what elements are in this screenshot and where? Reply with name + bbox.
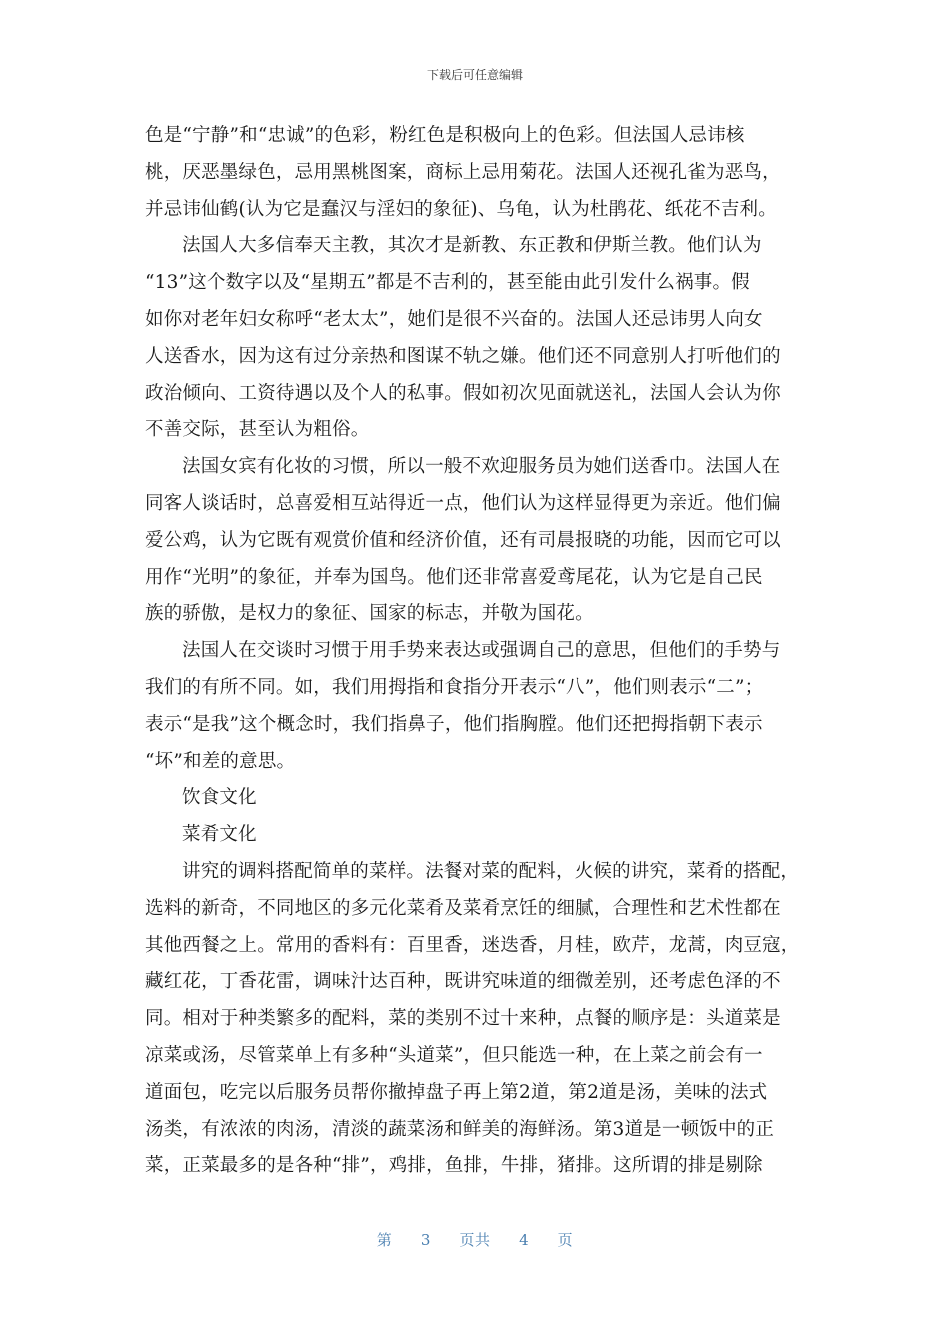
text-line: 选料的新奇，不同地区的多元化菜肴及菜肴烹饪的细腻，合理性和艺术性都在	[145, 897, 781, 919]
text-line: 菜，正菜最多的是各种“排”，鸡排，鱼排，牛排，猪排。这所谓的排是剔除	[145, 1155, 763, 1177]
document-body	[145, 118, 805, 1185]
footer-prefix: 第	[376, 1231, 393, 1249]
text-line: 如你对老年妇女称呼“老太太”，她们是很不兴奋的。法国人还忌讳男人向女	[145, 308, 763, 330]
text-line: 并忌讳仙鹤(认为它是蠢汉与淫妇的象征)、乌龟，认为杜鹃花、纸花不吉利。	[145, 198, 777, 220]
text-line: 讲究的调料搭配简单的菜样。法餐对菜的配料，火候的讲究，菜肴的搭配，	[182, 860, 800, 882]
text-line: 色是“宁静”和“忠诚”的色彩，粉红色是积极向上的色彩。但法国人忌讳核	[145, 125, 745, 146]
text-line: 同客人谈话时，总喜爱相互站得近一点，他们认为这样显得更为亲近。他们偏	[145, 492, 781, 514]
text-line: 其他西餐之上。常用的香料有：百里香，迷迭香，月桂，欧芹，龙蒿，肉豆寇，	[145, 934, 800, 956]
text-line: 法国人大多信奉天主教，其次才是新教、东正教和伊斯兰教。他们认为	[182, 235, 762, 257]
text-line: 用作“光明”的象征，并奉为国鸟。他们还非常喜爱鸢尾花，认为它是自己民	[145, 566, 763, 588]
footer-page-number: 3	[420, 1231, 431, 1249]
text-line: 人送香水，因为这有过分亲热和图谋不轨之嫌。他们还不同意别人打听他们的	[145, 345, 781, 367]
page-footer	[0, 1229, 950, 1250]
text-line: 饮食文化	[182, 787, 257, 809]
text-line: 不善交际，甚至认为粗俗。	[145, 419, 370, 441]
text-line: 表示“是我”这个概念时，我们指鼻子，他们指胸膛。他们还把拇指朝下表示	[145, 713, 763, 735]
text-line: 政治倾向、工资待遇以及个人的私事。假如初次见面就送礼，法国人会认为你	[145, 382, 781, 404]
text-line: 族的骄傲，是权力的象征、国家的标志，并敬为国花。	[145, 603, 594, 625]
text-line: 桃，厌恶墨绿色，忌用黑桃图案，商标上忌用菊花。法国人还视孔雀为恶鸟，	[145, 161, 781, 183]
text-line: 我们的有所不同。如，我们用拇指和食指分开表示“八”，他们则表示“二”；	[145, 676, 764, 698]
footer-suffix: 页	[557, 1231, 574, 1249]
text-line: 法国女宾有化妆的习惯，所以一般不欢迎服务员为她们送香巾。法国人在	[182, 456, 781, 478]
page-header: 下载后可任意编辑	[426, 68, 523, 82]
footer-total-pages: 4	[519, 1231, 530, 1249]
text-line: 凉菜或汤，尽管菜单上有多种“头道菜”，但只能选一种，在上菜之前会有一	[145, 1044, 763, 1066]
text-line: 菜肴文化	[182, 824, 257, 846]
footer-middle: 页共	[459, 1231, 491, 1249]
text-line: 道面包，吃完以后服务员帮你撤掉盘子再上第2道，第2道是汤，美味的法式	[145, 1081, 768, 1103]
text-line: “坏”和差的意思。	[145, 750, 296, 772]
text-line: 藏红花，丁香花雷，调味汁达百种，既讲究味道的细微差别，还考虑色泽的不	[145, 971, 781, 993]
text-line: 爱公鸡，认为它既有观赏价值和经济价值，还有司晨报晓的功能，因而它可以	[145, 529, 781, 551]
text-line: 汤类，有浓浓的肉汤，清淡的蔬菜汤和鲜美的海鲜汤。第3道是一顿饭中的正	[145, 1118, 775, 1140]
text-line: 同。相对于种类繁多的配料，菜的类别不过十来种，点餐的顺序是：头道菜是	[145, 1008, 781, 1030]
text-line: “13”这个数字以及“星期五”都是不吉利的，甚至能由此引发什么祸事。假	[145, 272, 750, 294]
text-line: 法国人在交谈时习惯于用手势来表达或强调自己的意思，但他们的手势与	[182, 640, 781, 662]
